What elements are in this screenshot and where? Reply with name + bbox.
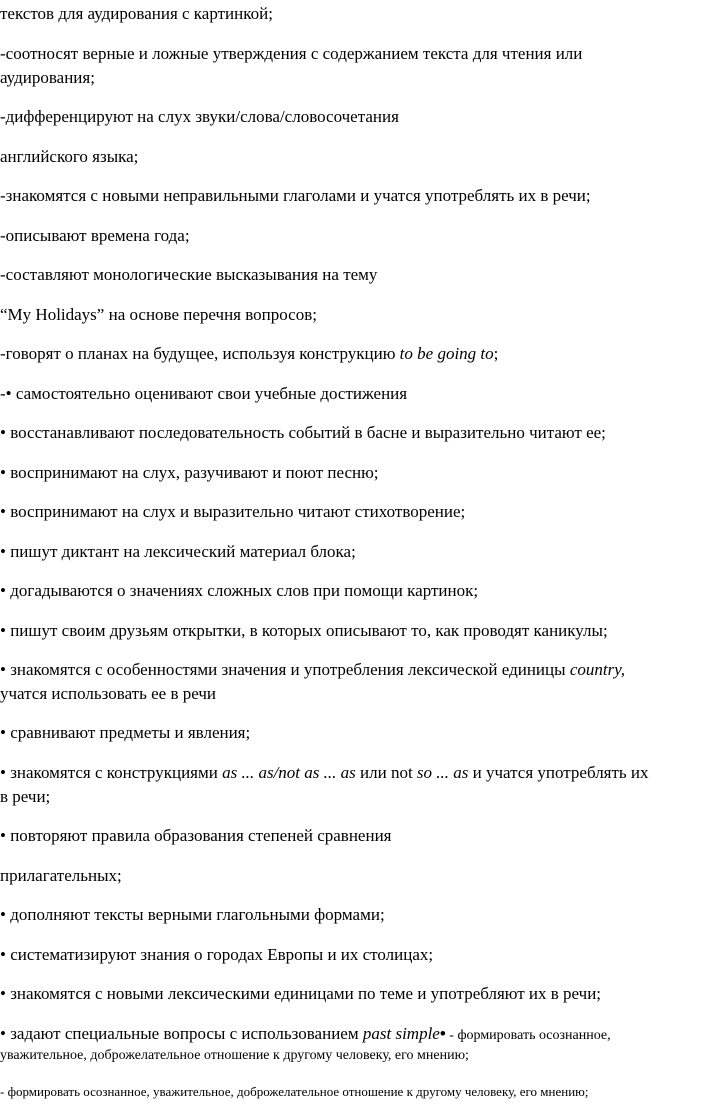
text-line-21: прилагательных; bbox=[0, 866, 122, 885]
text-line-13: • воспринимают на слух и выразительно читают стихотворение; bbox=[0, 502, 466, 521]
text-line-22: • дополняют тексты верными глагольными формами; bbox=[0, 905, 385, 924]
text-segment: • задают специальные вопросы с использованием bbox=[0, 1024, 363, 1043]
text-line-9 bbox=[0, 342, 704, 365]
text-line-6: -описывают времена года; bbox=[0, 226, 190, 245]
italic-term: country, bbox=[569, 660, 626, 679]
text-line-25b: уважительное, доброжелательное отношение к другому человеку, его мнению; bbox=[0, 1048, 469, 1063]
text-line-18: • сравнивают предметы и явления; bbox=[0, 723, 251, 742]
text-line-10: -• самостоятельно оценивают свои учебные достижения bbox=[0, 384, 408, 403]
text-segment: • знакомятся с особенностями значения и употребления лексической единицы bbox=[0, 660, 570, 679]
text-line-2a: -соотносят верные и ложные утверждения с содержанием текста для чтения или bbox=[0, 44, 583, 63]
text-line-4: английского языка; bbox=[0, 147, 139, 166]
text-line-19a bbox=[0, 761, 704, 784]
text-line-17b: учатся использовать ее в речи bbox=[0, 684, 217, 703]
text-segment: ; bbox=[493, 344, 499, 363]
text-segment: - формировать осознанное, bbox=[445, 1028, 611, 1043]
text-segment: и учатся употреблять их bbox=[468, 763, 649, 782]
text-segment: -говорят о планах на будущее, используя конструкцию bbox=[0, 344, 400, 363]
text-line-14: • пишут диктант на лексический материал блока; bbox=[0, 542, 356, 561]
text-line-25a bbox=[0, 1022, 704, 1045]
text-line-1: текстов для аудирования с картинкой; bbox=[0, 4, 273, 23]
text-line-20: • повторяют правила образования степеней сравнения bbox=[0, 826, 392, 845]
text-line-16: • пишут своим друзьям открытки, в которых описывают то, как проводят каникулы; bbox=[0, 621, 608, 640]
italic-term: past simple bbox=[362, 1024, 440, 1043]
text-line-7: -составляют монологические высказывания на тему bbox=[0, 265, 378, 284]
text-line-8: “My Holidays” на основе перечня вопросов; bbox=[0, 305, 317, 324]
text-line-12: • воспринимают на слух, разучивают и поют песню; bbox=[0, 463, 379, 482]
text-segment: • знакомятся с конструкциями bbox=[0, 763, 223, 782]
text-line-3: -дифференцируют на слух звуки/слова/словосочетания bbox=[0, 107, 399, 126]
text-line-17a bbox=[0, 658, 704, 681]
text-line-19b: в речи; bbox=[0, 787, 51, 806]
text-line-11: • восстанавливают последовательность событий в басне и выразительно читают ее; bbox=[0, 423, 606, 442]
text-line-24: • знакомятся с новыми лексическими единицами по теме и употребляют их в речи; bbox=[0, 984, 602, 1003]
italic-term: so ... as bbox=[416, 763, 469, 782]
bullet-dot: • bbox=[439, 1024, 446, 1043]
italic-term: as ... as/not as ... as bbox=[222, 763, 356, 782]
text-line-23: • систематизируют знания о городах Европы и их столицах; bbox=[0, 945, 434, 964]
text-line-2b: аудирования; bbox=[0, 68, 95, 87]
text-segment: или not bbox=[355, 763, 417, 782]
text-line-15: • догадываются о значениях сложных слов при помощи картинок; bbox=[0, 581, 479, 600]
text-line-5: -знакомятся с новыми неправильными глаголами и учатся употреблять их в речи; bbox=[0, 186, 591, 205]
italic-term: to be going to bbox=[399, 344, 494, 363]
text-line-26: - формировать осознанное, уважительное, доброжелательное отношение к другому человеку, его мнению; bbox=[0, 1084, 589, 1099]
